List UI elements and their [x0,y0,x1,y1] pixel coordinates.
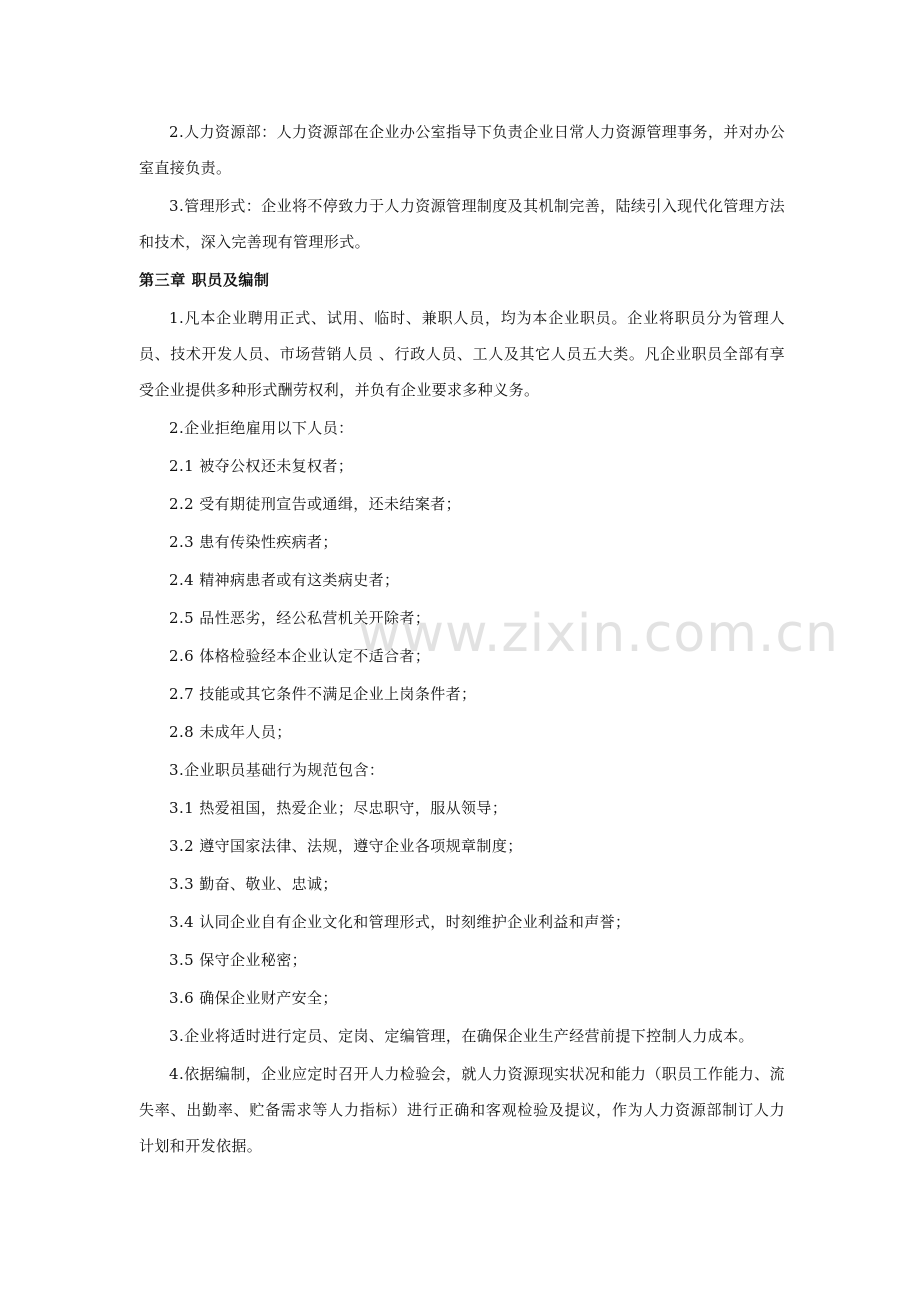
paragraph-staff-definition: 1.凡本企业聘用正式、试用、临时、兼职人员，均为本企业职员。企业将职员分为管理人员、技术开发人员、市场营销人员 、行政人员、工人及其它人员五大类。凡企业职员全部有享受企业提供多种形式酬劳权利，并负有企业要求多种义务。 [139,309,785,399]
list-item: 2.4 精神病患者或有这类病史者； [169,571,400,589]
list-item: 3.4 认同企业自有企业文化和管理形式，时刻维护企业利益和声誉； [169,913,631,931]
paragraph-management-form: 3.管理形式：企业将不停致力于人力资源管理制度及其机制完善，陆续引入现代化管理方法和技术，深入完善现有管理形式。 [139,197,785,251]
list-item: 2.1 被夺公权还未复权者； [169,457,354,475]
watermark: www.zixin.com.cn [358,604,839,664]
list-item: 3.5 保守企业秘密； [169,951,308,969]
chapter-heading: 第三章 职员及编制 [139,271,270,289]
paragraph-staffing-review: 4.依据编制，企业应定时召开人力检验会，就人力资源现实状况和能力（职员工作能力、流失率、出勤率、贮备需求等人力指标）进行正确和客观检验及提议，作为人力资源部制订人力计划和开发依据。 [139,1065,785,1155]
list-item: 3.3 勤奋、敬业、忠诚； [169,875,338,893]
list-item: 2.7 技能或其它条件不满足企业上岗条件者； [169,685,477,703]
list-item: 2.6 体格检验经本企业认定不适合者； [169,647,431,665]
list-item: 3.6 确保企业财产安全； [169,989,338,1007]
list-item: 2.2 受有期徒刑宣告或通缉，还未结案者； [169,495,462,513]
list-item: 3.2 遵守国家法律、法规，遵守企业各项规章制度； [169,837,523,855]
list-item: 2.5 品性恶劣，经公私营机关开除者； [169,609,431,627]
document-body [139,114,785,1166]
paragraph-code-of-conduct: 3.企业职员基础行为规范包含： [169,761,385,779]
paragraph-refused-employment: 2.企业拒绝雇用以下人员： [169,419,354,437]
paragraph-hr-department: 2.人力资源部：人力资源部在企业办公室指导下负责企业日常人力资源管理事务，并对办公室直接负责。 [139,123,785,177]
paragraph-staffing-management: 3.企业将适时进行定员、定岗、定编管理，在确保企业生产经营前提下控制人力成本。 [169,1027,754,1045]
list-item: 3.1 热爱祖国，热爱企业；尽忠职守，服从领导； [169,799,508,817]
list-item: 2.8 未成年人员； [169,723,292,741]
list-item: 2.3 患有传染性疾病者； [169,533,338,551]
